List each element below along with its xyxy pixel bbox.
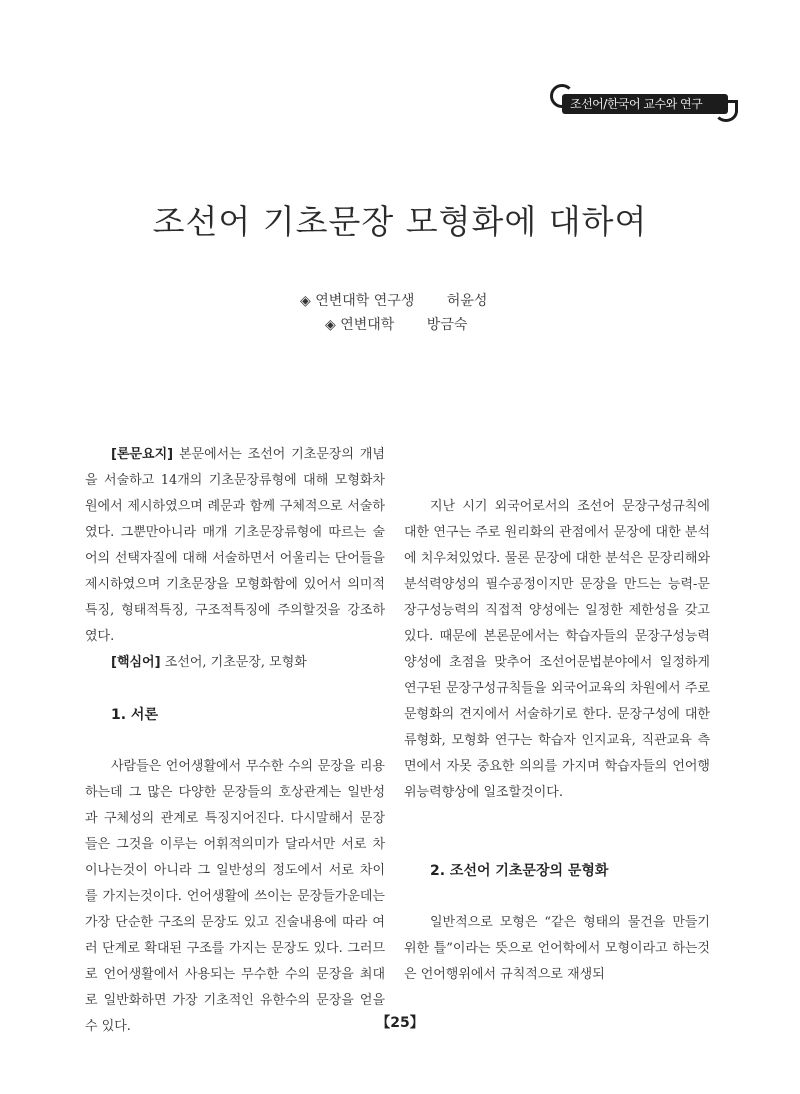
page-number: 【25】 xyxy=(376,1015,424,1031)
author-affiliation: 연변대학 xyxy=(340,317,395,333)
keywords-label: [핵심어] xyxy=(111,655,161,670)
author-affiliation: 연변대학 연구생 xyxy=(315,293,415,309)
body-paragraph: 지난 시기 외국어로서의 조선어 문장구성규칙에 대한 연구는 주로 원리화의 관점에서 문장에 대한 분석에 치우쳐있었다. 물론 문장에 대한 분석은 문장리해와 분석력양성의 필수공정이지만 문장을 만드는 능력-문장구성능력의 직접적 양성에는 일정한 제한성을 갖고있다. 때문에 본론문에서는 학습자들의 문장구성능력양성에 초점을 맞추어 조선어문법분야에서 일정하게 연구된 문장구성규칙들을 외국어교육의 차원에서 주로 문형화의 견지에서 서술하기로 한다. 문장구성에 대한 류형화, 모형화 연구는 학습자 인지교육, 직관교육 측면에서 자못 중요한 의의를 가지며 학습자들의 언어행위능력향상에 일조할것이다. xyxy=(404,499,710,800)
keywords xyxy=(85,650,385,676)
journal-name: 조선어/한국어 교수와 연구 xyxy=(570,97,703,111)
paper-title: 조선어 기초문장 모형화에 대하여 xyxy=(152,202,648,241)
section-heading-sentence-patterns: 2. 조선어 기초문장의 문형화 xyxy=(430,863,609,879)
section-heading-introduction: 1. 서론 xyxy=(111,707,158,723)
author-name: 허윤성 xyxy=(446,293,488,309)
author-marker: ◈ xyxy=(325,317,336,333)
author-name: 방금숙 xyxy=(426,317,468,333)
journal-name-bar xyxy=(562,94,728,114)
abstract-text: 본문에서는 조선어 기초문장의 개념을 서술하고 14개의 기초문장류형에 대해 모형화차원에서 제시하였으며 례문과 함께 구체적으로 서술하였다. 그뿐만아니라 매개 기초문장류형에 따르는 술어의 선택자질에 대해 서술하면서 어울리는 단어들을 제시하였으며 기초문장을 모형화함에 있어서 의미적특징, 형태적특징, 구조적특징에 주의할것을 강조하였다. xyxy=(85,447,385,644)
body-paragraph: 일반적으로 모형은 “같은 형태의 물건을 만들기 위한 틀”이라는 뜻으로 언어학에서 모형이라고 하는것은 언어행위에서 규칙적으로 재생되 xyxy=(404,915,710,982)
abstract-label: [론문요지] xyxy=(111,447,174,462)
right-column xyxy=(404,416,710,988)
author-line-1 xyxy=(300,290,487,310)
left-column xyxy=(85,442,385,1040)
body-paragraph: 사람들은 언어생활에서 무수한 수의 문장을 리용하는데 그 많은 다양한 문장들의 호상관계는 일반성과 구체성의 관계로 특징지어진다. 다시말해서 문장들은 그것을 이루는 어휘적의미가 달라서만 서로 차이나는것이 아니라 그 일반성의 정도에서 서로 차이를 가지는것이다. 언어생활에 쓰이는 문장들가운데는 가장 단순한 구조의 문장도 있고 진술내용에 따라 여러 단계로 확대된 구조를 가지는 문장도 있다. 그러므로 언어생활에서 사용되는 무수한 수의 문장을 최대로 일반화하면 가장 기초적인 유한수의 문장을 얻을수 있다. xyxy=(85,759,385,1034)
abstract xyxy=(85,442,385,650)
keywords-text: 조선어, 기초문장, 모형화 xyxy=(164,655,307,670)
ornament-swirl-icon xyxy=(714,100,738,122)
author-marker: ◈ xyxy=(300,293,311,309)
author-line-2 xyxy=(325,314,467,334)
journal-header-banner xyxy=(548,82,736,122)
